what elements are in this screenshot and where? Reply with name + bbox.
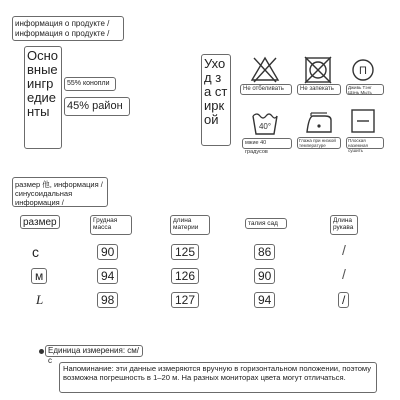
ingredient-rayon: 45% район bbox=[64, 97, 130, 116]
row-s-waist: 86 bbox=[254, 244, 275, 260]
product-info-title: информация о продукте / информация о продукте / bbox=[12, 16, 124, 41]
dry-clean-icon bbox=[350, 57, 376, 83]
row-l-waist: 94 bbox=[254, 292, 275, 308]
size-info-title: размер 他, информация / синусоидальная информация / bbox=[12, 177, 108, 207]
composition-label: Основные ингредиенты bbox=[24, 46, 62, 149]
row-s-length: 125 bbox=[171, 244, 199, 260]
row-m-waist: 90 bbox=[254, 268, 275, 284]
row-size-m: м bbox=[31, 268, 47, 284]
row-size-s: с bbox=[32, 244, 39, 260]
wash-40-label: мжие 40 градусов bbox=[242, 138, 292, 149]
row-l-chest: 98 bbox=[97, 292, 118, 308]
row-m-chest: 94 bbox=[97, 268, 118, 284]
svg-text:П: П bbox=[359, 65, 367, 77]
wash-40-icon bbox=[250, 108, 280, 138]
row-l-sleeve: / bbox=[338, 292, 349, 308]
header-waist: талия сад bbox=[245, 218, 287, 229]
no-wash-label: Не запекать bbox=[297, 84, 341, 95]
no-bleach-icon bbox=[250, 54, 280, 84]
dry-flat-label: Плоская наземная сушить bbox=[346, 137, 384, 149]
reminder-note: Напоминание: эти данные измеряются вручную в горизонтальном положении, поэтому возможна погрешность в 1–20 м. На разных мониторах цвета могут отличаться. bbox=[59, 362, 377, 393]
wash-temp-value: 40° bbox=[258, 122, 272, 131]
row-m-sleeve: / bbox=[342, 266, 346, 282]
unit-note: Единица измерения: см/с bbox=[45, 345, 143, 357]
iron-icon bbox=[303, 110, 335, 136]
header-chest: Грудная масса bbox=[90, 215, 132, 235]
dry-flat-icon bbox=[350, 108, 376, 134]
header-size: размер bbox=[20, 215, 60, 229]
row-size-l: L bbox=[36, 292, 44, 307]
header-length: длина материи bbox=[170, 215, 210, 235]
unit-bullet-icon bbox=[39, 349, 44, 354]
row-s-sleeve: / bbox=[342, 242, 346, 258]
row-m-length: 126 bbox=[171, 268, 199, 284]
row-l-length: 127 bbox=[171, 292, 199, 308]
ingredient-hemp: 55% конопли bbox=[64, 77, 116, 91]
header-sleeve: Длина рукава bbox=[330, 215, 358, 235]
care-title: Уход за стиркой bbox=[201, 54, 231, 146]
no-bleach-label: Не отбеливать bbox=[240, 84, 292, 95]
dry-clean-label: Дживь Тэнг Шэнь Мыть bbox=[346, 84, 384, 95]
iron-label: Глажа при низкой температуре bbox=[297, 137, 341, 149]
row-s-chest: 90 bbox=[97, 244, 118, 260]
no-wash-icon bbox=[303, 55, 333, 85]
